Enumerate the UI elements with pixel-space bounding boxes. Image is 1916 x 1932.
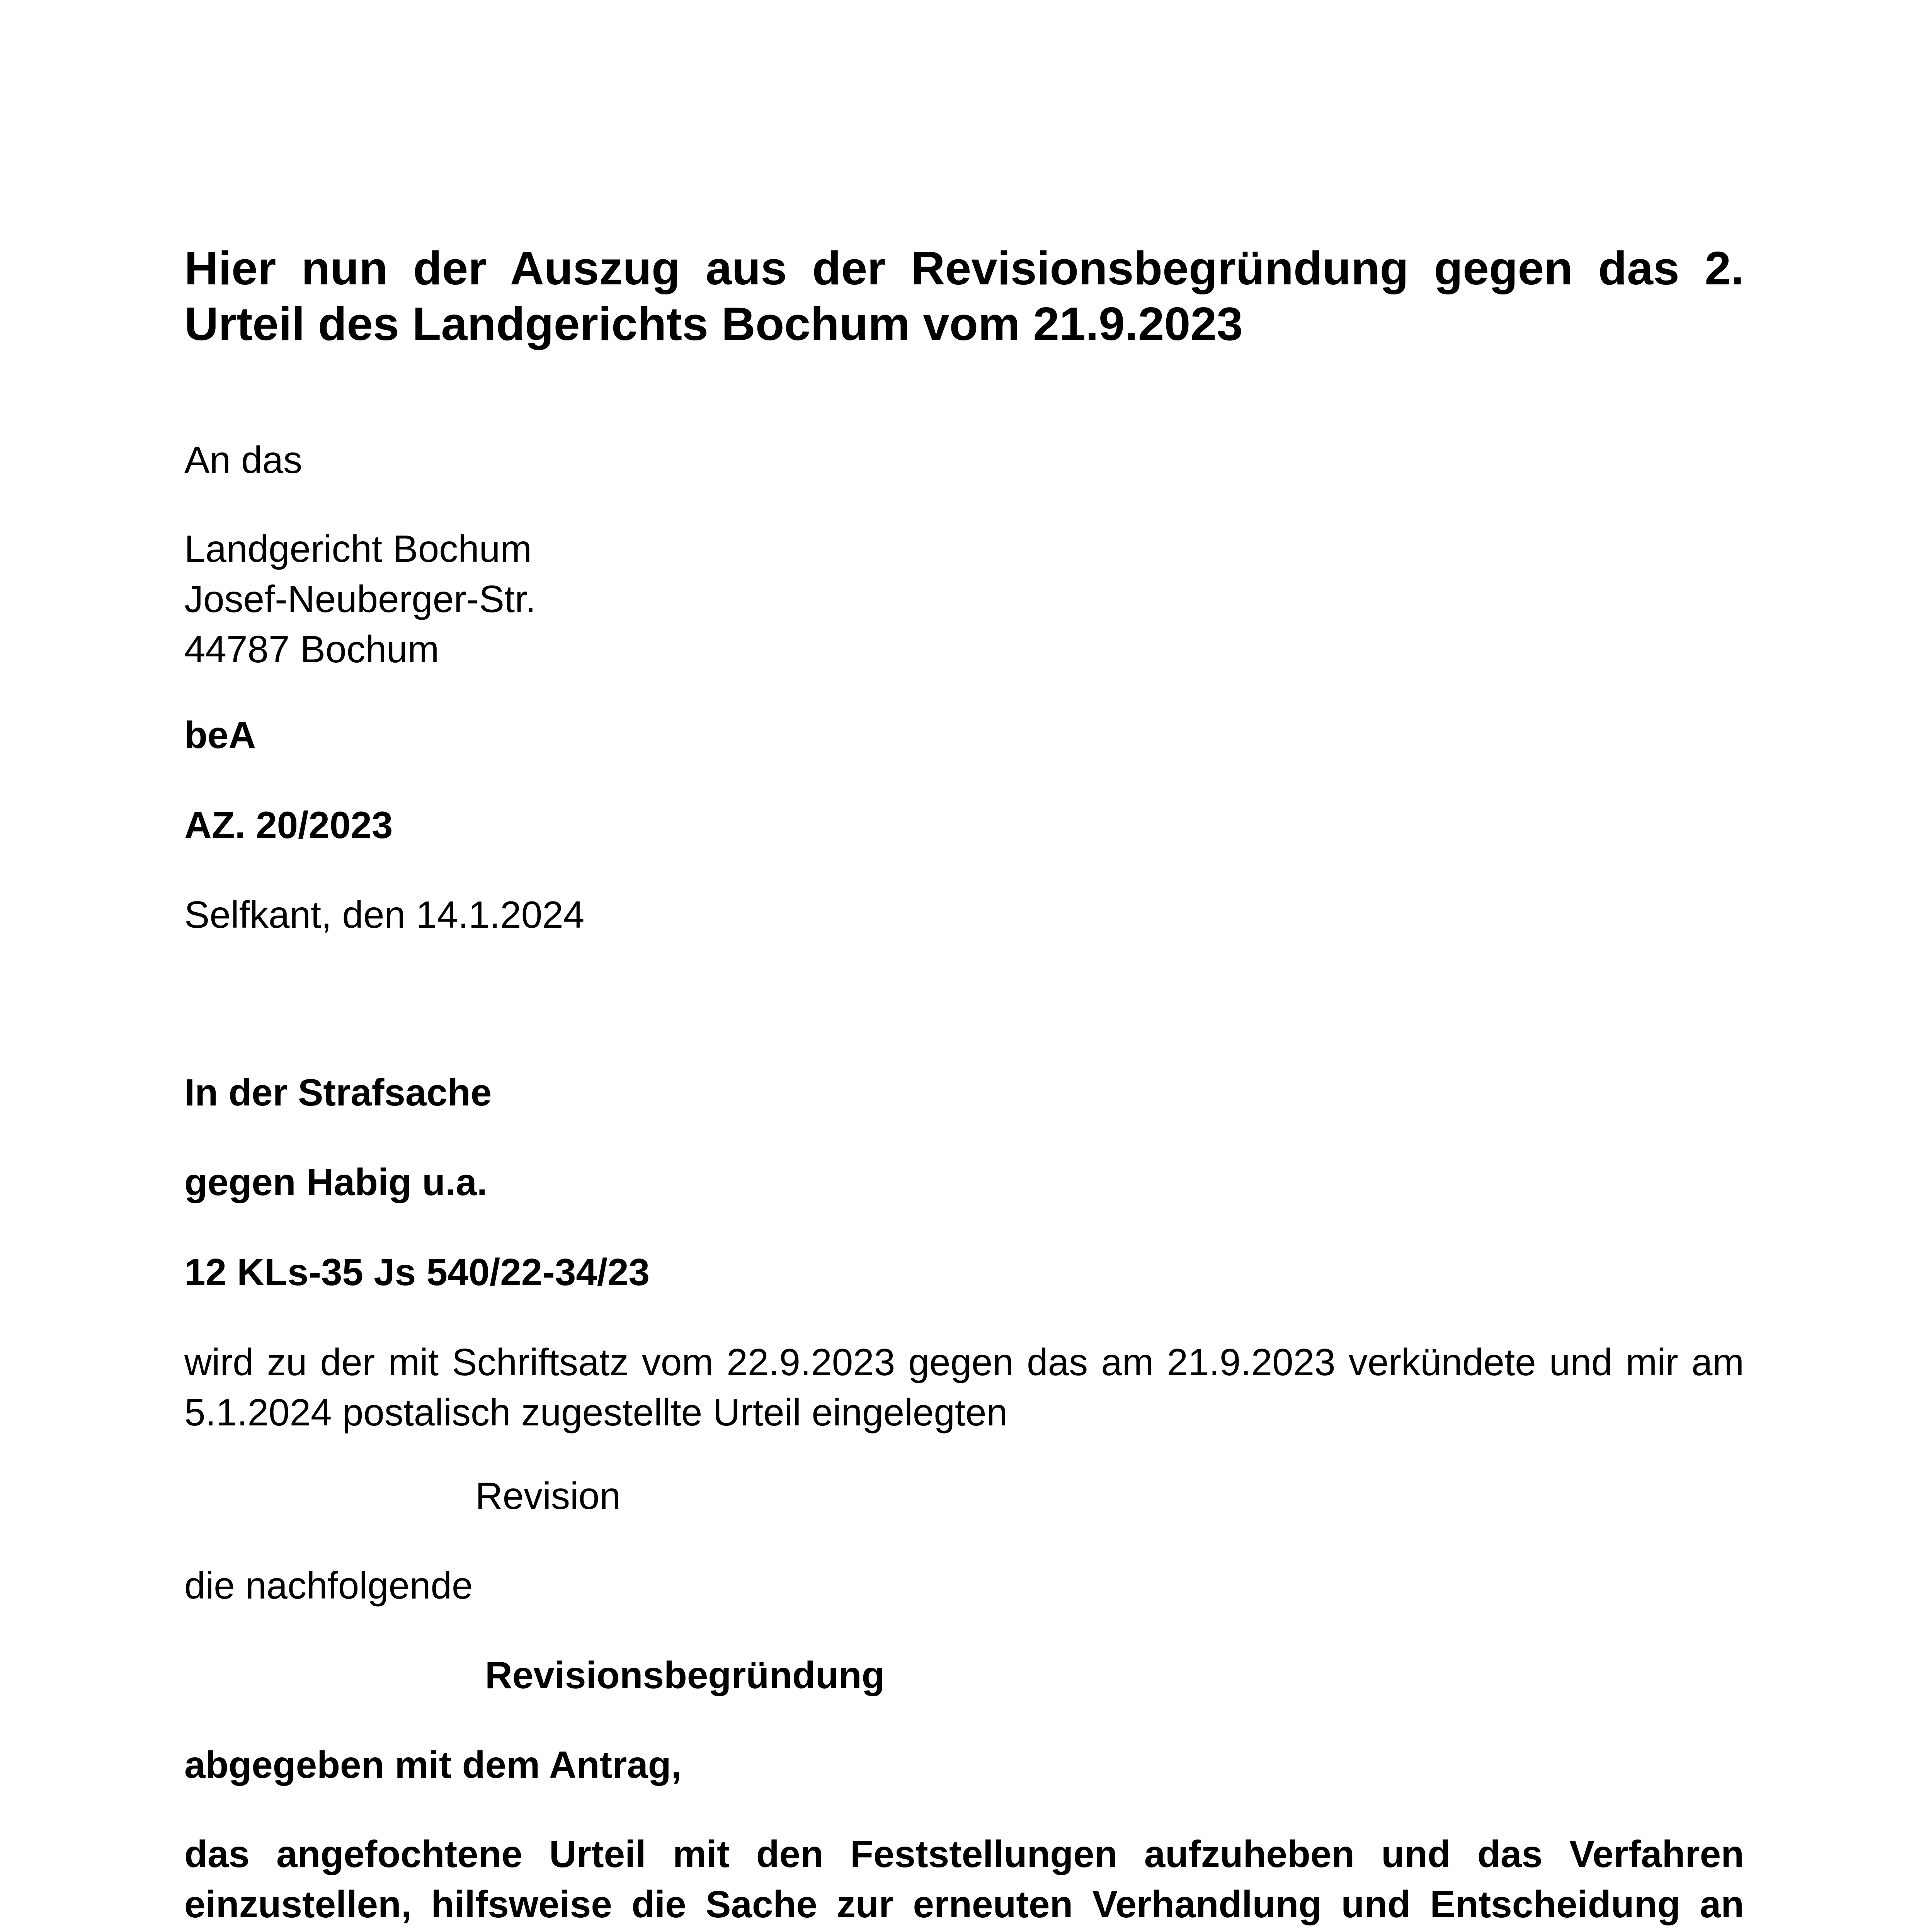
- recipient-name: Landgericht Bochum: [184, 527, 532, 570]
- delivery-method: beA: [184, 714, 256, 756]
- recipient-street: Josef-Neuberger-Str.: [184, 578, 536, 620]
- recipient-salutation: An das: [184, 439, 303, 481]
- revision-label: Revision: [475, 1475, 621, 1517]
- recipient-address: [184, 524, 1744, 674]
- document-title: Hier nun der Auszug aus der Revisionsbegründung gegen das 2. Urteil des Landgerichts Bochum vom 21.9.2023: [184, 242, 1744, 350]
- reference-number: AZ. 20/2023: [184, 804, 393, 846]
- case-heading: In der Strafsache: [184, 1071, 492, 1114]
- case-file-number: 12 KLs-35 Js 540/22-34/23: [184, 1251, 650, 1293]
- justification-heading: Revisionsbegründung: [485, 1654, 885, 1696]
- motion-text: das angefochtene Urteil mit den Feststellungen aufzuheben und das Verfahren einzustellen, hilfsweise die Sache zur erneuten Verhandlung und Entscheidung an: [184, 1833, 1744, 1925]
- case-defendant: gegen Habig u.a.: [184, 1161, 488, 1203]
- body-intro: wird zu der mit Schriftsatz vom 22.9.2023 gegen das am 21.9.2023 verkündete und mir am 5.1.2024 postalisch zugestellte Urteil eingelegten: [184, 1341, 1744, 1434]
- recipient-city: 44787 Bochum: [184, 628, 439, 670]
- following-text: die nachfolgende: [184, 1564, 473, 1607]
- place-date: Selfkant, den 14.1.2024: [184, 893, 585, 936]
- submission-text: abgegeben mit dem Antrag,: [184, 1743, 682, 1786]
